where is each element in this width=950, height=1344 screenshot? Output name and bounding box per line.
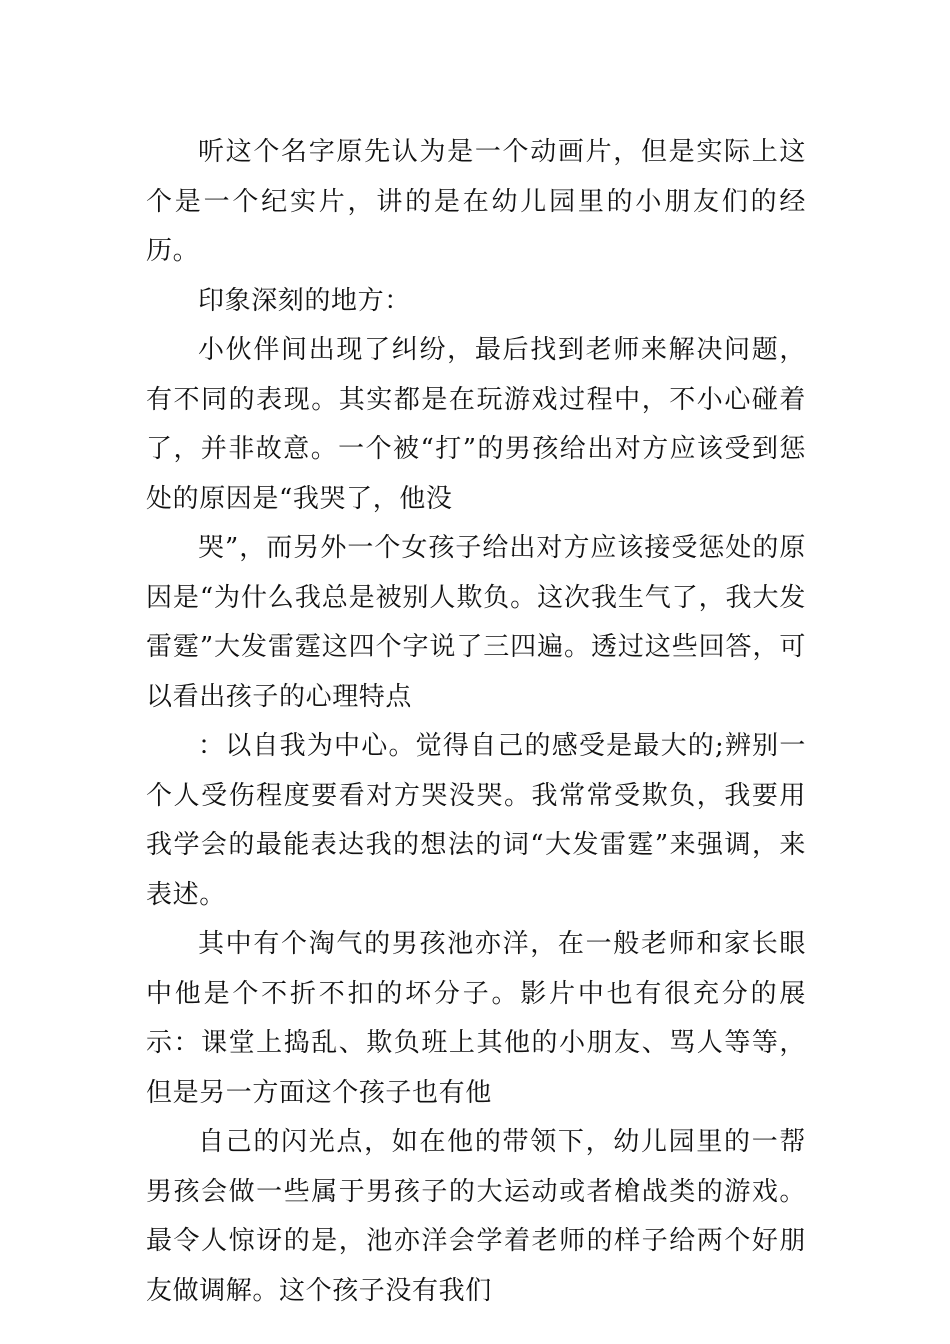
document-body xyxy=(146,128,806,1316)
paragraph-self-centered: ：以自我为中心。觉得自己的感受是最大的;辨别一个人受伤程度要看对方哭没哭。我常常受欺负，我要用我学会的最能表达我的想法的词“大发雷霆”来强调，来表述。 xyxy=(146,731,806,910)
paragraph-bright-spot: 自己的闪光点，如在他的带领下，幼儿园里的一帮男孩会做一些属于男孩子的大运动或者槍战类的游戏。最令人惊讶的是，池亦洋会学着老师的样子给两个好朋友做调解。这个孩子没有我们 xyxy=(146,1127,806,1306)
paragraph-naughty-boy: 其中有个淘气的男孩池亦洋，在一般老师和家长眼中他是个不折不扣的坏分子。影片中也有很充分的展示：课堂上捣乱、欺负班上其他的小朋友、骂人等等，但是另一方面这个孩子也有他 xyxy=(146,929,806,1108)
paragraph-girl-reason: 哭”，而另外一个女孩子给出对方应该接受惩处的原因是“为什么我总是被别人欺负。这次我生气了，我大发雷霆”大发雷霆这四个字说了三四遍。透过这些回答，可以看出孩子的心理特点 xyxy=(146,533,806,712)
paragraph-dispute: 小伙伴间出现了纠纷，最后找到老师来解决问题，有不同的表现。其实都是在玩游戏过程中，不小心碰着了，并非故意。一个被“打”的男孩给出对方应该受到惩处的原因是“我哭了，他没 xyxy=(146,335,806,514)
paragraph-impression-heading: 印象深刻的地方： xyxy=(198,285,411,316)
paragraph-intro: 听这个名字原先认为是一个动画片，但是实际上这个是一个纪实片，讲的是在幼儿园里的小朋友们的经历。 xyxy=(146,137,806,266)
